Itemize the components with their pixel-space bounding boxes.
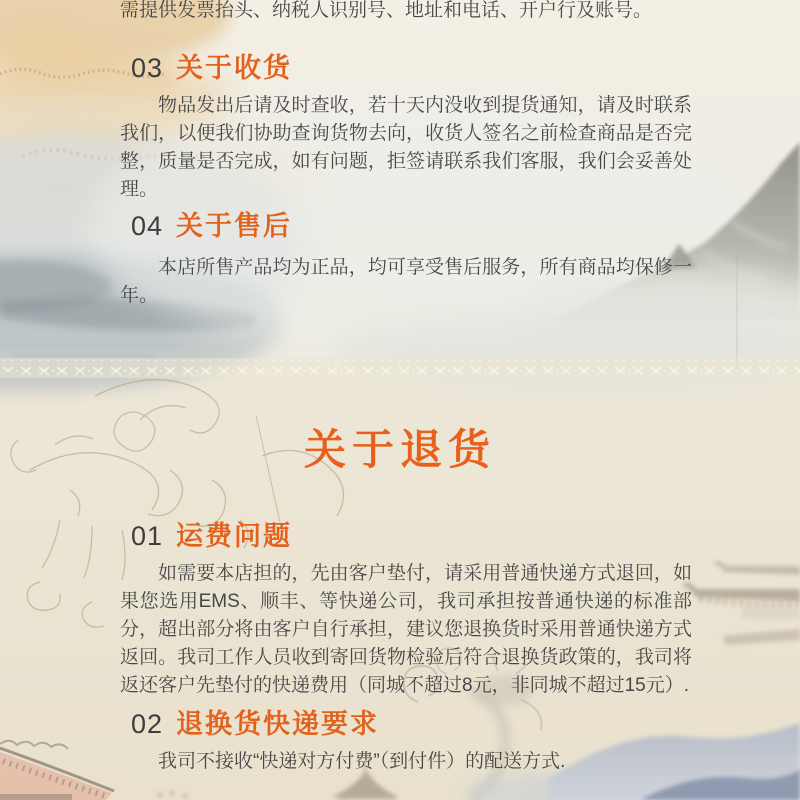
invoice-info-line: 需提供发票抬头、纳税人识别号、地址和电话、开户行及账号。	[120, 0, 653, 21]
section-heading-shipping-fee	[131, 520, 292, 552]
section-number: 01	[131, 521, 164, 551]
section-title: 关于收货	[176, 53, 293, 83]
lace-border-art	[0, 358, 800, 381]
section-title: 退换货快递要求	[176, 709, 380, 739]
section-heading-receiving	[131, 52, 292, 84]
section-heading-courier-req	[131, 708, 379, 740]
shipping-fee-policy-text: 如需要本店担的，先由客户垫付，请采用普通快递方式退回，如果您选用EMS、顺丰、等快递公司，我司承担按普通快递的标准部分，超出部分将由客户自行承担，建议您退换货时采用普通快递方式返回。我司工作人员收到寄回货物检验后符合退换货政策的，我司将返还客户先垫付的快递费用（同城不超过8元，非同城不超过15元）.	[120, 563, 692, 696]
section-title: 关于售后	[176, 211, 293, 241]
returns-main-title: 关于退货	[303, 425, 496, 474]
section-number: 03	[131, 53, 164, 83]
section-number: 04	[131, 211, 164, 241]
receiving-policy-text: 物品发出后请及时查收，若十天内没收到提货通知，请及时联系我们，以便我们协助查询货物去向，收货人签名之前检查商品是否完整，质量是否完成，如有问题，拒签请联系我们客服，我们会妥善处理。	[120, 95, 692, 200]
courier-req-policy-text: 我司不接收“快递对方付费”（到付件）的配送方式.	[158, 751, 566, 772]
section-heading-aftersale	[131, 210, 292, 242]
section-number: 02	[131, 709, 164, 739]
section-title: 运费问题	[176, 521, 293, 551]
aftersale-policy-text: 本店所售产品均为正品，均可享受售后服务，所有商品均保修一年。	[120, 257, 692, 306]
